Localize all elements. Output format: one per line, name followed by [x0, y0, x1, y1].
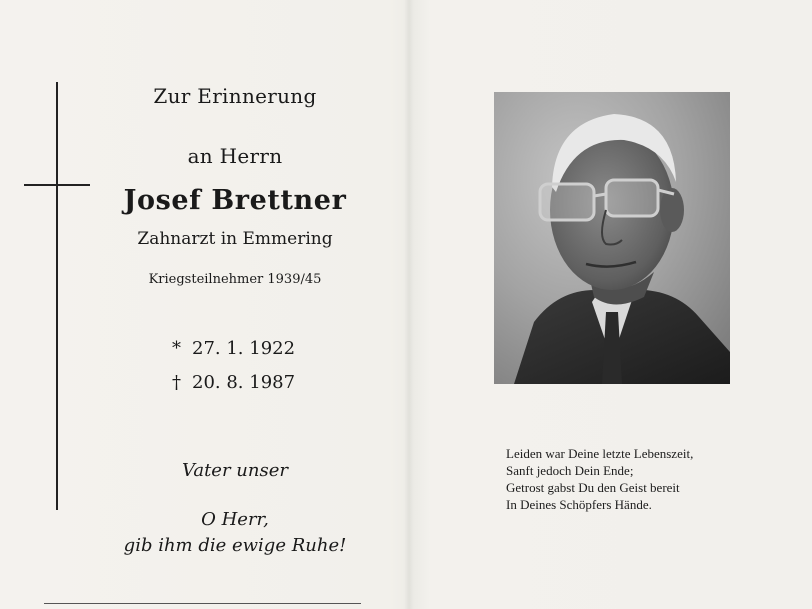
verse-block — [506, 445, 776, 513]
death-date: 20. 8. 1987 — [192, 372, 296, 393]
verse-line: Leiden war Deine letzte Lebenszeit, — [506, 446, 694, 461]
death-line — [172, 372, 372, 393]
portrait-illustration — [494, 92, 730, 384]
cross-horizontal-bar — [24, 184, 90, 186]
war-service-text: Kriegsteilnehmer 1939/45 — [148, 272, 322, 287]
salutation-text: an Herrn — [187, 144, 283, 168]
card-fold — [404, 0, 414, 609]
intro-text: Zur Erinnerung — [153, 84, 317, 108]
cross-vertical-bar — [56, 82, 58, 510]
verse-line: In Deines Schöpfers Hände. — [506, 497, 652, 512]
birth-star-icon: * — [172, 338, 181, 359]
prayer-text: Vater unser — [182, 460, 288, 481]
closing-line-1: O Herr, — [201, 509, 269, 530]
portrait-photo — [494, 92, 730, 384]
bottom-rule — [44, 603, 361, 604]
birth-date: 27. 1. 1922 — [192, 338, 296, 359]
birth-line — [172, 338, 372, 359]
deceased-name: Josef Brettner — [123, 185, 347, 216]
death-dagger-icon: † — [172, 372, 181, 393]
verse-line: Getrost gabst Du den Geist bereit — [506, 480, 680, 495]
verse-line: Sanft jedoch Dein Ende; — [506, 463, 634, 478]
closing-line-2: gib ihm die ewige Ruhe! — [123, 535, 347, 556]
profession-text: Zahnarzt in Emmering — [137, 229, 333, 249]
